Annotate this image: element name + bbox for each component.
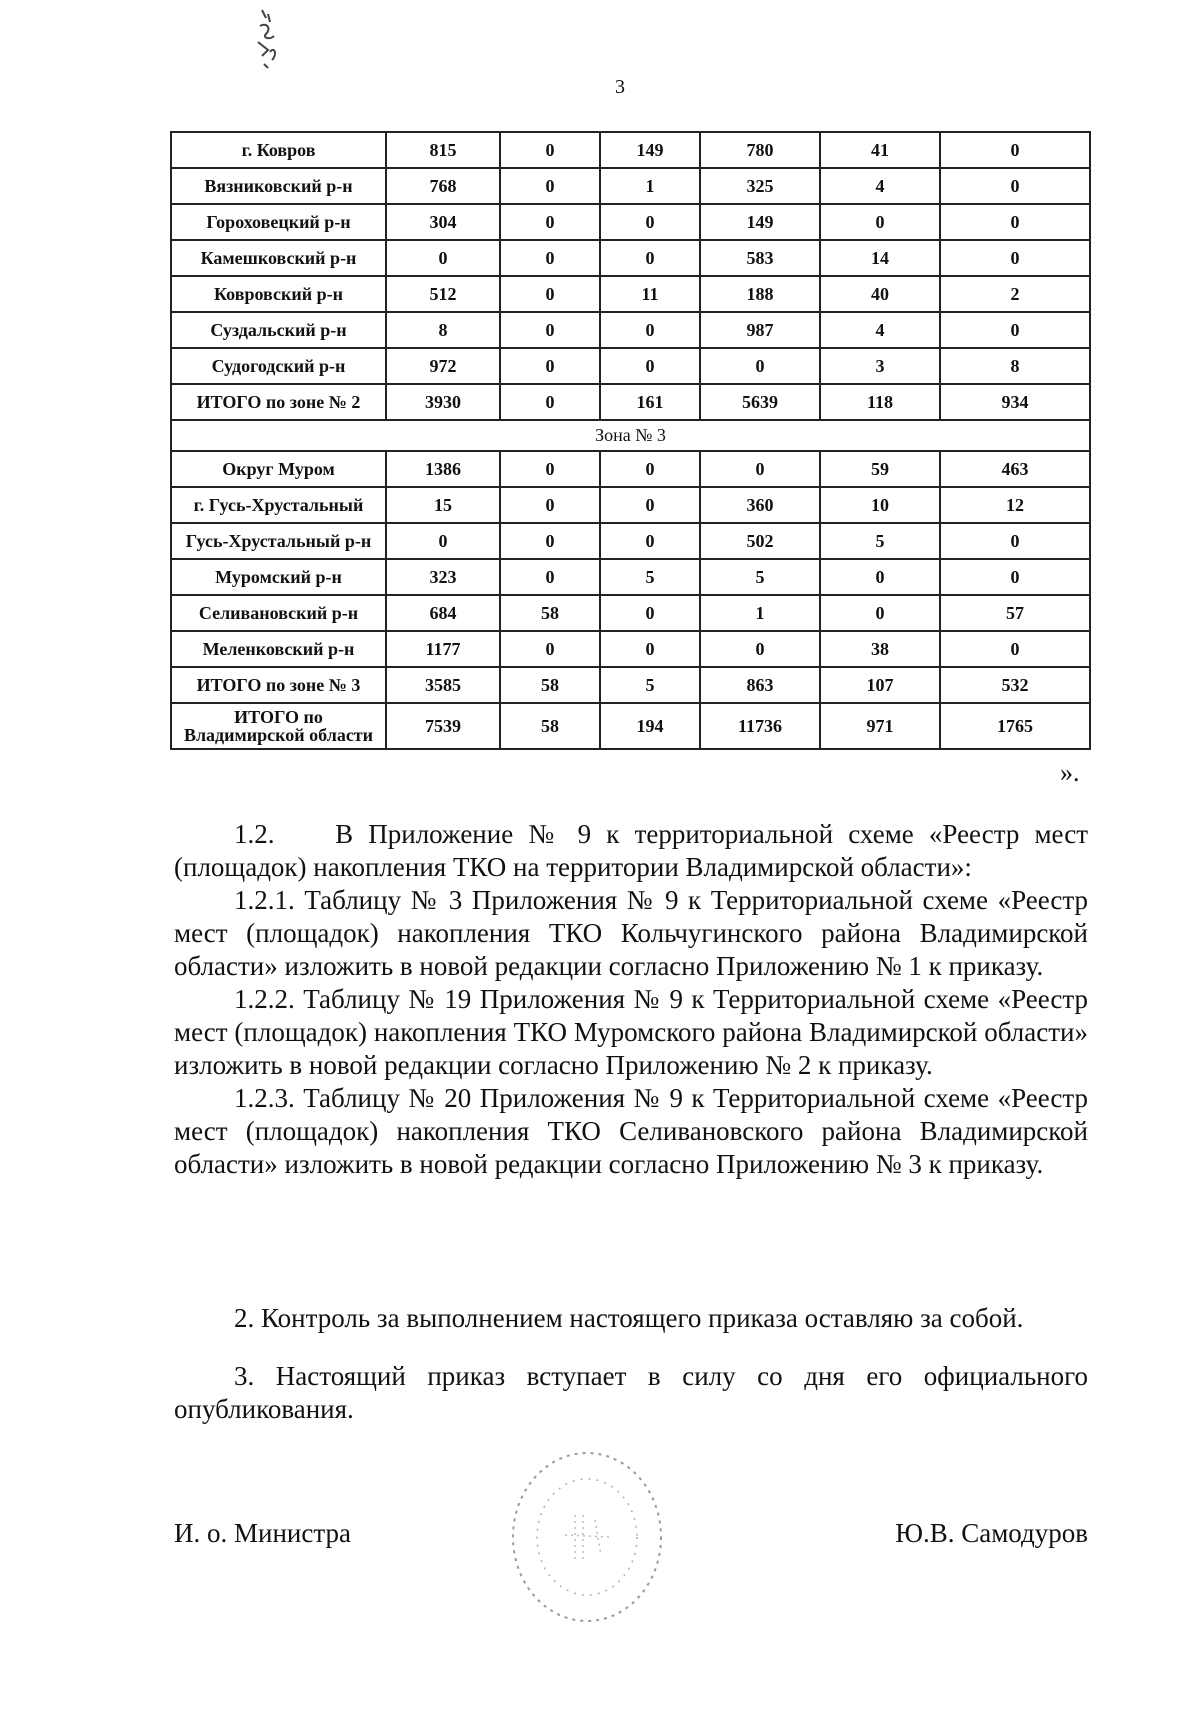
- row-name: Меленковский р-н: [171, 631, 386, 667]
- row-name: [171, 703, 386, 749]
- value-cell: 971: [820, 703, 940, 749]
- zone-header: Зона № 3: [171, 420, 1090, 451]
- value-cell: 40: [820, 276, 940, 312]
- table-row: [171, 168, 1090, 204]
- table-row: [171, 487, 1090, 523]
- value-cell: 0: [500, 384, 600, 420]
- value-cell: 118: [820, 384, 940, 420]
- signatory-position: И. о. Министра: [174, 1518, 351, 1548]
- value-cell: 0: [820, 204, 940, 240]
- table-row: [171, 451, 1090, 487]
- value-cell: 5: [820, 523, 940, 559]
- row-name: Округ Муром: [171, 451, 386, 487]
- value-cell: 194: [600, 703, 700, 749]
- row-name-line: Владимирской области: [183, 725, 374, 745]
- paragraph-3: 3. Настоящий приказ вступает в силу со дня его официального опубликования.: [174, 1361, 1088, 1424]
- value-cell: 0: [500, 631, 600, 667]
- value-cell: 684: [386, 595, 500, 631]
- value-cell: 0: [500, 204, 600, 240]
- paragraph-block-1: [174, 818, 1088, 1181]
- value-cell: 11736: [700, 703, 820, 749]
- value-cell: 161: [600, 384, 700, 420]
- value-cell: 0: [820, 559, 940, 595]
- row-name: ИТОГО по зоне № 3: [171, 667, 386, 703]
- zone-total-row: [171, 384, 1090, 420]
- value-cell: 5: [600, 559, 700, 595]
- value-cell: 0: [500, 276, 600, 312]
- table-row: [171, 631, 1090, 667]
- value-cell: 0: [940, 132, 1090, 168]
- value-cell: 14: [820, 240, 940, 276]
- value-cell: 11: [600, 276, 700, 312]
- value-cell: 10: [820, 487, 940, 523]
- value-cell: 1: [600, 168, 700, 204]
- value-cell: 0: [700, 348, 820, 384]
- value-cell: 5: [600, 667, 700, 703]
- row-name: Гусь-Хрустальный р-н: [171, 523, 386, 559]
- paragraph-block-2: [174, 1302, 1088, 1335]
- value-cell: 107: [820, 667, 940, 703]
- value-cell: 0: [940, 631, 1090, 667]
- value-cell: 0: [940, 204, 1090, 240]
- value-cell: 0: [820, 595, 940, 631]
- row-name: г. Ковров: [171, 132, 386, 168]
- value-cell: 780: [700, 132, 820, 168]
- value-cell: 58: [500, 667, 600, 703]
- value-cell: 0: [600, 523, 700, 559]
- official-stamp: [505, 1445, 670, 1630]
- row-name: Гороховецкий р-н: [171, 204, 386, 240]
- value-cell: 0: [600, 204, 700, 240]
- value-cell: 58: [500, 703, 600, 749]
- paragraph-1-2-2: 1.2.2. Таблицу № 19 Приложения № 9 к Территориальной схеме «Реестр мест (площадок) накопления ТКО Муромского района Владимирской области» изложить в новой редакции согласно Приложению № 2 к приказу.: [174, 984, 1088, 1080]
- table-row: [171, 240, 1090, 276]
- value-cell: 0: [940, 168, 1090, 204]
- value-cell: 0: [386, 240, 500, 276]
- row-name: Камешковский р-н: [171, 240, 386, 276]
- value-cell: 0: [600, 240, 700, 276]
- value-cell: 188: [700, 276, 820, 312]
- row-name: г. Гусь-Хрустальный: [171, 487, 386, 523]
- value-cell: 1177: [386, 631, 500, 667]
- closing-quote: ».: [1060, 758, 1080, 787]
- value-cell: 0: [700, 631, 820, 667]
- value-cell: 502: [700, 523, 820, 559]
- value-cell: 0: [600, 631, 700, 667]
- value-cell: 8: [386, 312, 500, 348]
- row-name: ИТОГО по зоне № 2: [171, 384, 386, 420]
- value-cell: 12: [940, 487, 1090, 523]
- value-cell: 3: [820, 348, 940, 384]
- value-cell: 0: [940, 240, 1090, 276]
- zone-total-row: [171, 667, 1090, 703]
- table-row: [171, 595, 1090, 631]
- data-table: [170, 131, 1091, 750]
- value-cell: 3585: [386, 667, 500, 703]
- value-cell: 1386: [386, 451, 500, 487]
- value-cell: 863: [700, 667, 820, 703]
- value-cell: 583: [700, 240, 820, 276]
- row-name: Суздальский р-н: [171, 312, 386, 348]
- table-row: [171, 523, 1090, 559]
- value-cell: 0: [500, 132, 600, 168]
- grand-total-row: [171, 703, 1090, 749]
- row-name: Ковровский р-н: [171, 276, 386, 312]
- value-cell: 5639: [700, 384, 820, 420]
- table-row: [171, 348, 1090, 384]
- value-cell: 0: [500, 451, 600, 487]
- value-cell: 815: [386, 132, 500, 168]
- value-cell: 0: [600, 487, 700, 523]
- value-cell: 0: [500, 559, 600, 595]
- value-cell: 4: [820, 168, 940, 204]
- value-cell: 5: [700, 559, 820, 595]
- row-name: Муромский р-н: [171, 559, 386, 595]
- value-cell: 0: [500, 523, 600, 559]
- value-cell: 304: [386, 204, 500, 240]
- value-cell: 0: [500, 312, 600, 348]
- value-cell: 972: [386, 348, 500, 384]
- value-cell: 7539: [386, 703, 500, 749]
- value-cell: 0: [500, 487, 600, 523]
- value-cell: 0: [940, 312, 1090, 348]
- value-cell: 0: [600, 348, 700, 384]
- paragraph-2: 2. Контроль за выполнением настоящего приказа оставляю за собой.: [234, 1303, 1024, 1333]
- value-cell: 149: [700, 204, 820, 240]
- value-cell: 768: [386, 168, 500, 204]
- value-cell: 38: [820, 631, 940, 667]
- row-name-line: ИТОГО по: [234, 707, 323, 727]
- signatory-name: Ю.В. Самодуров: [895, 1518, 1088, 1548]
- page-number: 3: [615, 76, 625, 98]
- table-row: [171, 312, 1090, 348]
- table-row: [171, 559, 1090, 595]
- value-cell: 360: [700, 487, 820, 523]
- value-cell: 0: [500, 240, 600, 276]
- table-row: [171, 276, 1090, 312]
- value-cell: 463: [940, 451, 1090, 487]
- value-cell: 0: [940, 523, 1090, 559]
- handwritten-mark: [248, 6, 288, 72]
- paragraph-1-2-1: 1.2.1. Таблицу № 3 Приложения № 9 к Территориальной схеме «Реестр мест (площадок) накопления ТКО Кольчугинского района Владимирской области» изложить в новой редакции согласно Приложению № 1 к приказу.: [174, 885, 1088, 981]
- value-cell: 41: [820, 132, 940, 168]
- paragraph-block-3: [174, 1360, 1088, 1426]
- paragraph-1-2: 1.2. В Приложение № 9 к территориальной схеме «Реестр мест (площадок) накопления ТКО на территории Владимирской области»:: [174, 819, 1088, 882]
- value-cell: 0: [940, 559, 1090, 595]
- value-cell: 323: [386, 559, 500, 595]
- value-cell: 1: [700, 595, 820, 631]
- value-cell: 934: [940, 384, 1090, 420]
- row-name: Судогодский р-н: [171, 348, 386, 384]
- value-cell: 8: [940, 348, 1090, 384]
- zone-header-row: [171, 420, 1090, 451]
- value-cell: 3930: [386, 384, 500, 420]
- value-cell: 0: [500, 348, 600, 384]
- paragraph-1-2-3: 1.2.3. Таблицу № 20 Приложения № 9 к Территориальной схеме «Реестр мест (площадок) накопления ТКО Селивановского района Владимирской области» изложить в новой редакции согласно Приложению № 3 к приказу.: [174, 1083, 1088, 1179]
- value-cell: 0: [600, 312, 700, 348]
- value-cell: 0: [386, 523, 500, 559]
- table-row: [171, 204, 1090, 240]
- row-name: Селивановский р-н: [171, 595, 386, 631]
- row-name: Вязниковский р-н: [171, 168, 386, 204]
- value-cell: 149: [600, 132, 700, 168]
- value-cell: 2: [940, 276, 1090, 312]
- value-cell: 0: [700, 451, 820, 487]
- value-cell: 58: [500, 595, 600, 631]
- value-cell: 0: [600, 595, 700, 631]
- value-cell: 532: [940, 667, 1090, 703]
- value-cell: 512: [386, 276, 500, 312]
- value-cell: 325: [700, 168, 820, 204]
- value-cell: 57: [940, 595, 1090, 631]
- value-cell: 0: [500, 168, 600, 204]
- value-cell: 0: [600, 451, 700, 487]
- value-cell: 4: [820, 312, 940, 348]
- value-cell: 59: [820, 451, 940, 487]
- value-cell: 987: [700, 312, 820, 348]
- value-cell: 15: [386, 487, 500, 523]
- value-cell: 1765: [940, 703, 1090, 749]
- table-row: [171, 132, 1090, 168]
